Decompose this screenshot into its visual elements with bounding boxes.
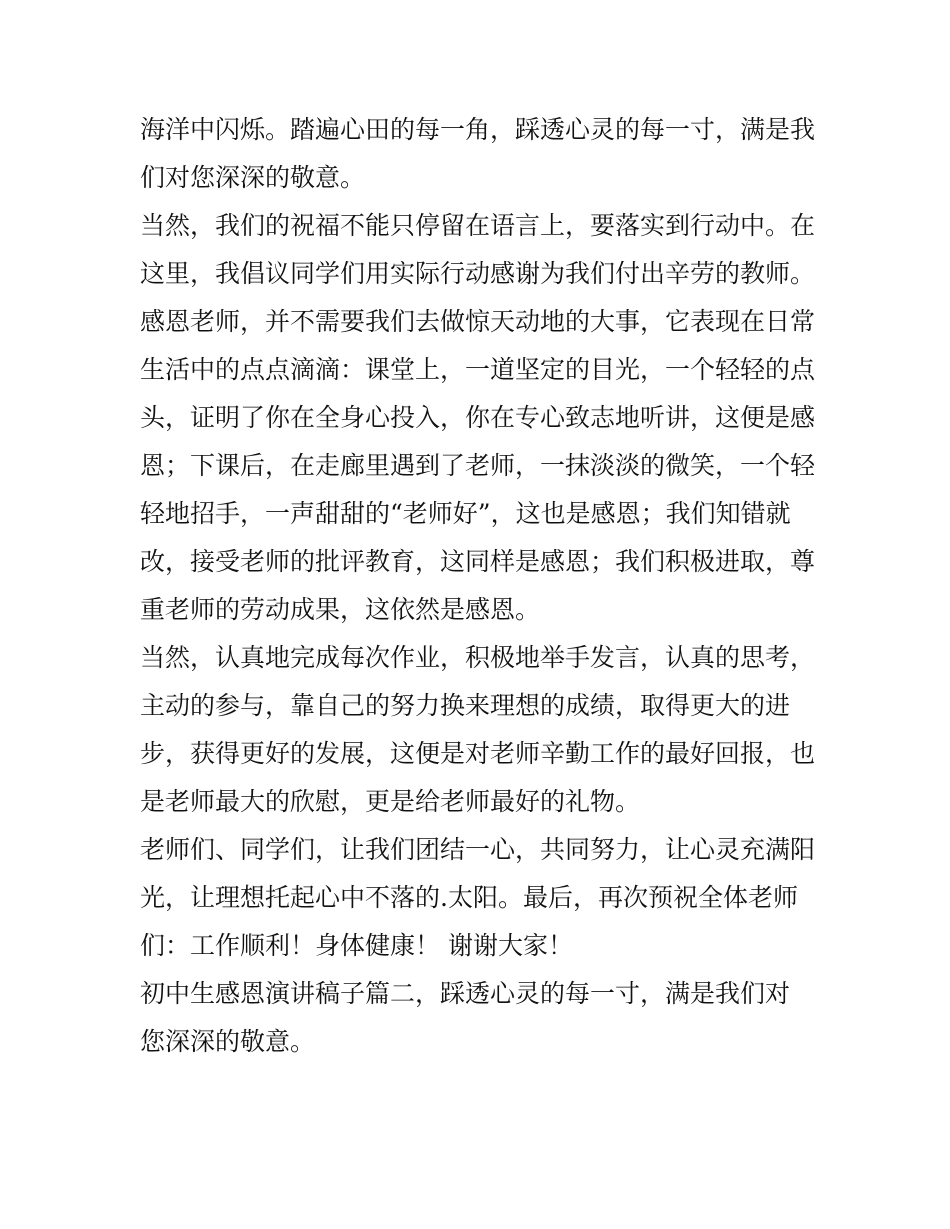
text-line: 头，证明了你在全身心投入，你在专心致志地听讲，这便是感 — [140, 403, 816, 432]
text-line: 当然，认真地完成每次作业，积极地举手发言，认真的思考， — [140, 643, 816, 672]
text-line: 改，接受老师的批评教育，这同样是感恩；我们积极进取，尊 — [140, 547, 816, 576]
text-line: 当然，我们的祝福不能只停留在语言上，要落实到行动中。在 — [140, 211, 816, 240]
text-line: 这里，我倡议同学们用实际行动感谢为我们付出辛劳的教师。 — [140, 259, 816, 288]
text-line: 重老师的劳动成果，这依然是感恩。 — [140, 595, 541, 624]
text-line: 您深深的敬意。 — [140, 1027, 316, 1056]
document-body — [140, 106, 830, 1066]
text-line: 恩；下课后，在走廊里遇到了老师，一抹淡淡的微笑，一个轻 — [140, 451, 816, 480]
text-line: 初中生感恩演讲稿子篇二，踩透心灵的每一寸，满是我们对 — [140, 979, 791, 1008]
text-line: 生活中的点点滴滴：课堂上，一道坚定的目光，一个轻轻的点 — [140, 355, 816, 384]
text-line: 海洋中闪烁。踏遍心田的每一角，踩透心灵的每一寸，满是我 — [140, 115, 816, 144]
text-line: 是老师最大的欣慰，更是给老师最好的礼物。 — [140, 787, 641, 816]
text-line: 们：工作顺利！身体健康！ 谢谢大家！ — [140, 931, 573, 960]
text-line: 们对您深深的敬意。 — [140, 163, 366, 192]
text-line: 光，让理想托起心中不落的.太阳。最后，再次预祝全体老师 — [140, 883, 798, 912]
text-line: 主动的参与，靠自己的努力换来理想的成绩，取得更大的进 — [140, 691, 791, 720]
text-line: 感恩老师，并不需要我们去做惊天动地的大事，它表现在日常 — [140, 307, 816, 336]
text-line: 老师们、同学们，让我们团结一心，共同努力，让心灵充满阳 — [140, 835, 816, 864]
text-line: 步，获得更好的发展，这便是对老师辛勤工作的最好回报，也 — [140, 739, 816, 768]
text-line: 轻地招手，一声甜甜的“老师好”，这也是感恩；我们知错就 — [140, 499, 791, 528]
